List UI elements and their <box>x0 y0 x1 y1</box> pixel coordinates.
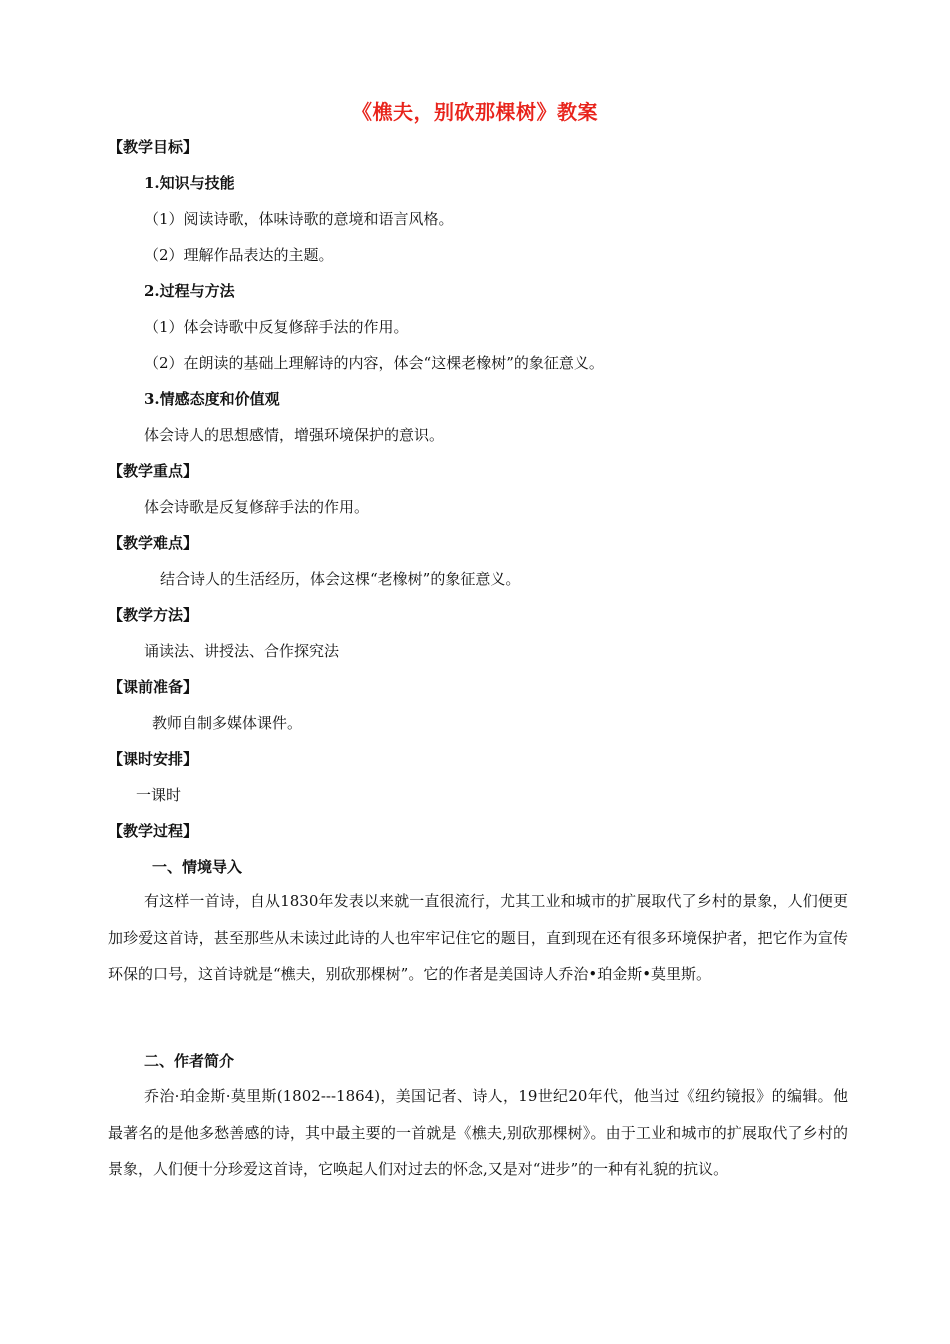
prep-text: 教师自制多媒体课件。 <box>152 714 303 732</box>
document-title: 《樵夫，别砍那棵树》教案 <box>352 100 598 124</box>
goal2-item: （1）体会诗歌中反复修辞手法的作用。 <box>144 318 409 336</box>
goal1-heading: 1.知识与技能 <box>144 174 235 192</box>
difficulty-heading: 【教学难点】 <box>108 534 199 552</box>
section1-heading: 一、情境导入 <box>152 858 243 876</box>
method-heading: 【教学方法】 <box>108 606 199 624</box>
prep-heading: 【课前准备】 <box>108 678 199 696</box>
goal1-item: （2）理解作品表达的主题。 <box>144 246 334 264</box>
goal3-text: 体会诗人的思想感情，增强环境保护的意识。 <box>144 426 445 444</box>
goal3-heading: 3.情感态度和价值观 <box>144 390 280 408</box>
schedule-heading: 【课时安排】 <box>108 750 199 768</box>
section2-heading: 二、作者简介 <box>144 1052 235 1070</box>
process-heading: 【教学过程】 <box>108 822 199 840</box>
goal2-heading: 2.过程与方法 <box>144 282 235 300</box>
schedule-text: 一课时 <box>136 786 182 804</box>
method-text: 诵读法、讲授法、合作探究法 <box>144 642 340 660</box>
goal2-item: （2）在朗读的基础上理解诗的内容，体会“这棵老橡树”的象征意义。 <box>144 354 604 372</box>
section1-paragraph: 有这样一首诗，自从1830年发表以来就一直很流行，尤其工业和城市的扩展取代了乡村的景象，人们便更加珍爱这首诗，甚至那些从未读过此诗的人也牢牢记住它的题目，直到现在还有很多环境保护者，把它作为宣传环保的口号，这首诗就是“樵夫，别砍那棵树”。它的作者是美国诗人乔治•珀金斯•莫里斯。 <box>108 892 848 984</box>
key-text: 体会诗歌是反复修辞手法的作用。 <box>144 498 370 516</box>
section2-paragraph: 乔治·珀金斯·莫里斯(1802---1864)，美国记者、诗人，19世纪20年代，他当过《纽约镜报》的编辑。他最著名的是他多愁善感的诗，其中最主要的一首就是《樵夫,别砍那棵树》。由于工业和城市的扩展取代了乡村的景象，人们便十分珍爱这首诗，它唤起人们对过去的怀念,又是对“进步”的一种有礼貌的抗议。 <box>108 1087 848 1179</box>
key-heading: 【教学重点】 <box>108 462 199 480</box>
goal1-item: （1）阅读诗歌，体味诗歌的意境和语言风格。 <box>144 210 454 228</box>
goals-heading: 【教学目标】 <box>108 138 199 156</box>
difficulty-text: 结合诗人的生活经历，体会这棵“老橡树”的象征意义。 <box>160 570 521 588</box>
